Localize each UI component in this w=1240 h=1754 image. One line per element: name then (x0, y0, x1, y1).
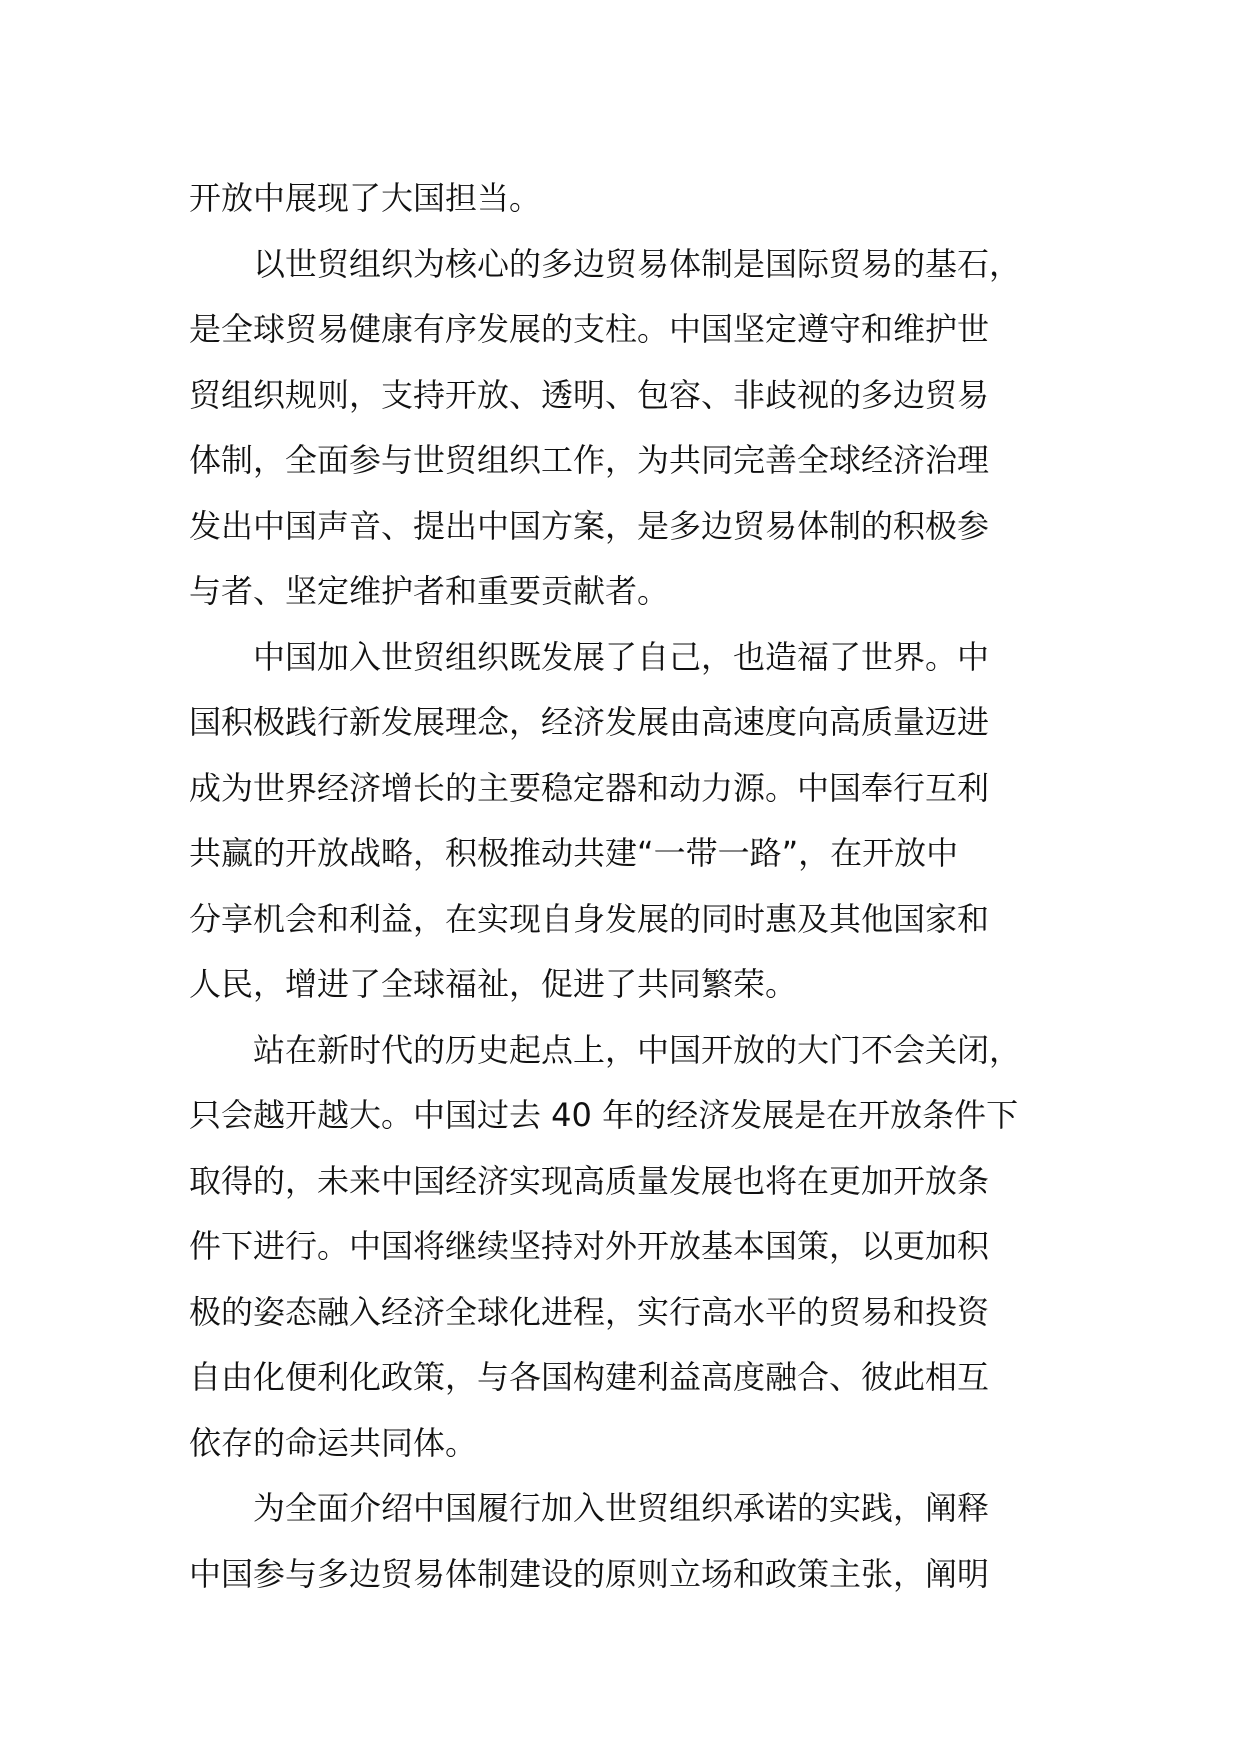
text-line-paragraph-start: 为全面介绍中国履行加入世贸组织承诺的实践，阐释 (253, 1489, 990, 1527)
text-line: 国积极践行新发展理念，经济发展由高速度向高质量迈进 (189, 703, 990, 741)
text-line: 只会越开越大。中国过去 40 年的经济发展是在开放条件下 (189, 1096, 1019, 1134)
text-line-paragraph-start: 以世贸组织为核心的多边贸易体制是国际贸易的基石， (253, 244, 1022, 283)
text-line: 人民，增进了全球福祉，促进了共同繁荣。 (189, 965, 798, 1003)
text-line: 成为世界经济增长的主要稳定器和动力源。中国奉行互利 (189, 768, 990, 807)
text-line: 依存的命运共同体。 (189, 1423, 478, 1462)
text-line: 共赢的开放战略，积极推动共建“一带一路”，在开放中 (189, 834, 959, 872)
text-line-paragraph-start: 站在新时代的历史起点上，中国开放的大门不会关闭， (253, 1030, 1022, 1069)
text-line: 体制，全面参与世贸组织工作，为共同完善全球经济治理 (189, 441, 990, 479)
text-line: 中国参与多边贸易体制建设的原则立场和政策主张，阐明 (189, 1554, 990, 1593)
text-line: 极的姿态融入经济全球化进程，实行高水平的贸易和投资 (189, 1292, 990, 1331)
text-line: 贸组织规则，支持开放、透明、包容、非歧视的多边贸易 (189, 375, 990, 414)
text-line: 开放中展现了大国担当。 (189, 179, 542, 217)
text-line: 分享机会和利益，在实现自身发展的同时惠及其他国家和 (189, 899, 990, 938)
text-line: 件下进行。中国将继续坚持对外开放基本国策，以更加积 (189, 1227, 990, 1265)
text-line: 是全球贸易健康有序发展的支柱。中国坚定遵守和维护世 (189, 310, 990, 348)
text-line-paragraph-start: 中国加入世贸组织既发展了自己，也造福了世界。中 (253, 637, 990, 676)
text-line: 取得的，未来中国经济实现高质量发展也将在更加开放条 (189, 1161, 990, 1200)
text-line: 发出中国声音、提出中国方案，是多边贸易体制的积极参 (189, 506, 990, 545)
document-body (189, 166, 1079, 1607)
text-line: 与者、坚定维护者和重要贡献者。 (189, 572, 670, 610)
text-line: 自由化便利化政策，与各国构建利益高度融合、彼此相互 (189, 1358, 990, 1396)
